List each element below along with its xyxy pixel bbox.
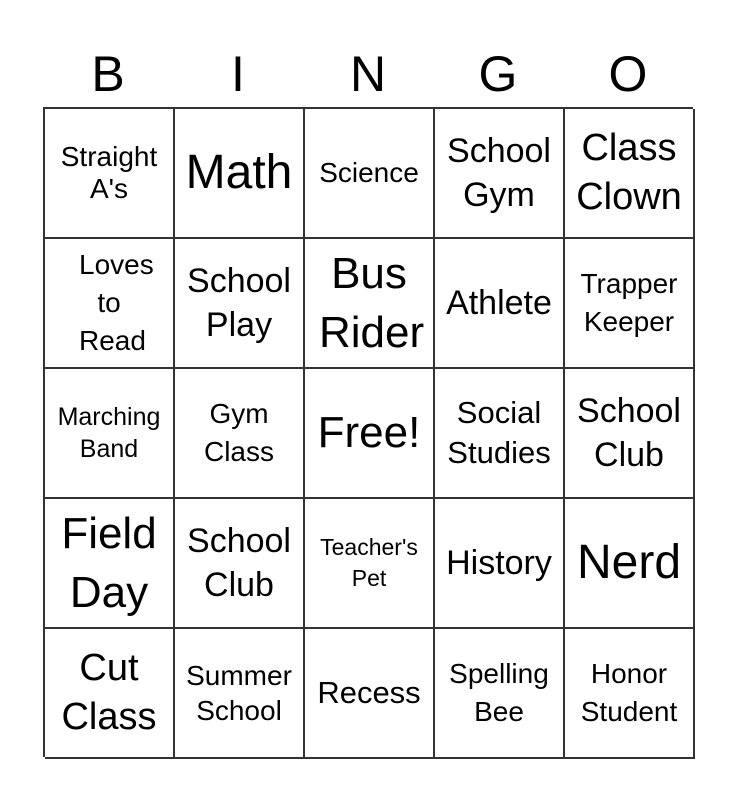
cell-label: Field Day (61, 508, 157, 617)
bingo-cell[interactable] (305, 239, 435, 369)
cell-label: History (446, 543, 552, 582)
cell-label: Loves to Read (79, 249, 154, 356)
cell-label: Cut Class (61, 646, 157, 738)
bingo-cell[interactable] (435, 109, 565, 239)
cell-label: Social Studies (447, 394, 551, 470)
bingo-header (43, 44, 693, 104)
bingo-cell[interactable] (175, 239, 305, 369)
bingo-cell[interactable] (45, 369, 175, 499)
cell-label: Marching Band (57, 402, 161, 463)
cell-label: Math (185, 146, 293, 200)
cell-label: Free! (317, 408, 421, 458)
cell-label: Athlete (446, 283, 552, 322)
cell-label: Straight A's (60, 140, 158, 204)
cell-label: School Play (187, 261, 291, 344)
bingo-cell[interactable] (45, 109, 175, 239)
cell-label: Spelling Bee (449, 658, 549, 727)
header-letter-g: G (478, 46, 518, 102)
bingo-cell[interactable] (565, 369, 695, 499)
header-letter-i: I (231, 46, 245, 102)
bingo-cell[interactable] (305, 629, 435, 759)
bingo-cell[interactable] (175, 629, 305, 759)
bingo-cell[interactable] (305, 499, 435, 629)
cell-label: Class Clown (576, 126, 682, 218)
bingo-cell[interactable] (565, 629, 695, 759)
cell-label: Teacher's Pet (320, 533, 418, 591)
cell-label: Gym Class (203, 398, 274, 467)
header-letter-b: B (91, 46, 125, 102)
bingo-cell[interactable] (305, 369, 435, 499)
cell-label: Recess (317, 675, 421, 711)
bingo-cell[interactable] (565, 499, 695, 629)
bingo-cell[interactable] (435, 499, 565, 629)
header-letter-n: N (349, 46, 387, 102)
cell-label: Trapper Keeper (580, 268, 678, 337)
bingo-cell[interactable] (45, 239, 175, 369)
bingo-cell[interactable] (435, 369, 565, 499)
bingo-cell[interactable] (175, 499, 305, 629)
bingo-cell[interactable] (565, 239, 695, 369)
cell-label: School Gym (447, 131, 551, 214)
cell-label: School Club (187, 521, 291, 604)
bingo-cell[interactable] (435, 629, 565, 759)
bingo-cell[interactable] (45, 499, 175, 629)
bingo-cell[interactable] (435, 239, 565, 369)
bingo-cell[interactable] (305, 109, 435, 239)
cell-label: Bus Rider (319, 248, 425, 357)
bingo-cell[interactable] (175, 369, 305, 499)
cell-label: Honor Student (580, 658, 678, 727)
bingo-cell[interactable] (45, 629, 175, 759)
header-letter-o: O (608, 46, 648, 102)
bingo-cell[interactable] (565, 109, 695, 239)
bingo-card-grid (43, 107, 693, 757)
cell-label: Nerd (576, 536, 682, 590)
cell-label: School Club (577, 391, 681, 474)
cell-label: Summer School (186, 660, 292, 726)
cell-label: Science (319, 156, 419, 188)
bingo-cell[interactable] (175, 109, 305, 239)
